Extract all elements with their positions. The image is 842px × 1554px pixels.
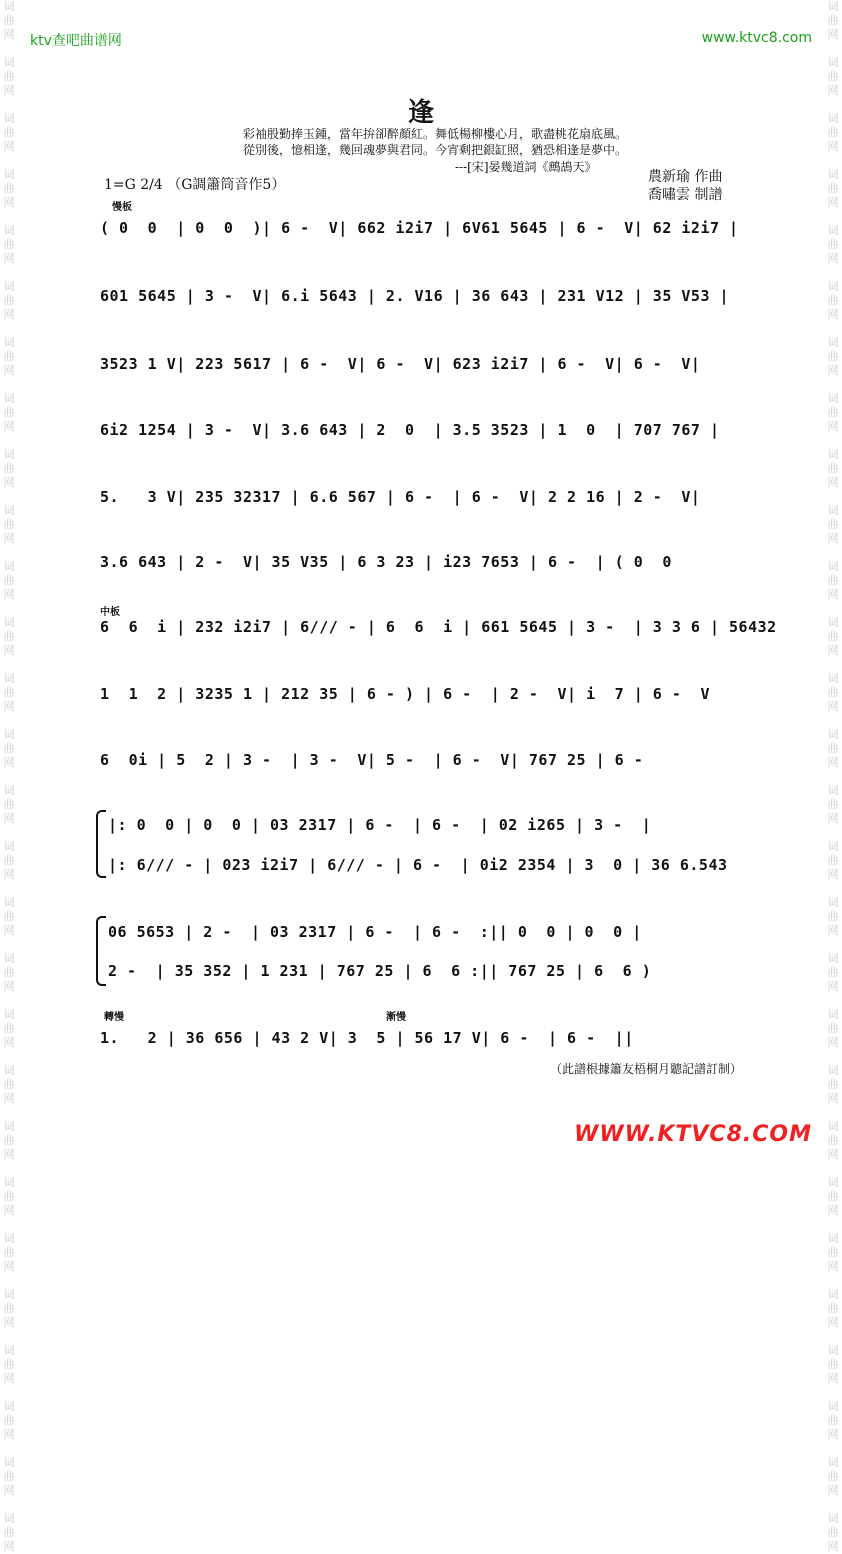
staff-line: 1 1 2 | 3235 1 | 212 35 | 6 - ) | 6 - | 2 - V| i 7 | 6 - V (100, 685, 710, 703)
staff-line: 3.6 643 | 2 - V| 35 V35 | 6 3 23 | i23 7653 | 6 - | ( 0 0 (100, 553, 672, 571)
composer: 農新瑜 作曲 (648, 169, 723, 185)
staff-line: 5. 3 V| 235 32317 | 6.6 567 | 6 - | 6 - V| 2 2 16 | 2 - V| (100, 488, 701, 506)
staff-line: 601 5645 | 3 - V| 6.i 5643 | 2. V16 | 36 643 | 231 V12 | 35 V53 | (100, 287, 730, 305)
staff-line: 6 0i | 5 2 | 3 - | 3 - V| 5 - | 6 - V| 767 25 | 6 - (100, 751, 644, 769)
staff-line: 06 5653 | 2 - | 03 2317 | 6 - | 6 - :|| 0 0 | 0 0 | (108, 923, 642, 941)
staff-line: 1. 2 | 36 656 | 43 2 V| 3 5 | 56 17 V| 6 - | 6 - || (100, 1029, 634, 1047)
system-brace (96, 916, 106, 986)
poem-text (215, 126, 655, 158)
site-url-right[interactable]: www.ktvc8.com (701, 30, 812, 46)
poem-line: 從別後，憶相逢，幾回魂夢與君同。今宵剩把銀缸照，猶恐相逢是夢中。 (242, 143, 627, 157)
side-watermark-left: 词 曲 网 词 曲 网 词 曲 网 词 曲 网 词 曲 网 词 曲 网 词 曲 网 词 曲 网 词 曲 网 词 曲 网 词 曲 网 词 曲 网 词 曲 网 词 曲 网 词 曲 网 词 曲 网 词 曲 网 词 曲 网 词 曲 网 词 曲 网 词 曲 网 词 曲 网 词 曲 网 词 曲 网 词 曲 网 词 曲 网 词 曲 网 词 曲 网 (3, 0, 15, 1553)
tempo-mark: 慢板 (112, 202, 132, 213)
staff-line: 3523 1 V| 223 5617 | 6 - V| 6 - V| 623 i2i7 | 6 - V| 6 - V| (100, 355, 701, 373)
tempo-mark: 轉慢 (104, 1012, 124, 1023)
arranger: 喬嘯雲 制譜 (648, 187, 723, 203)
system-brace (96, 810, 106, 878)
poem-line: 彩袖殷勤捧玉鍾，當年拚卻醉顏紅。舞低楊柳樓心月，歌盡桃花扇底風。 (242, 127, 627, 141)
tempo-mark: 漸慢 (386, 1012, 406, 1023)
site-name-left[interactable]: ktv查吧曲谱网 (30, 33, 122, 49)
key-signature: 1=G 2/4 （G調簫筒音作5） (104, 177, 286, 193)
staff-line: ( 0 0 | 0 0 )| 6 - V| 662 i2i7 | 6V61 5645 | 6 - V| 62 i2i7 | (100, 219, 739, 237)
footer-logo[interactable]: WWW.KTVC8.COM (574, 1122, 812, 1147)
staff-line: 6 6 i | 232 i2i7 | 6/// - | 6 6 i | 661 5645 | 3 - | 3 3 6 | 56432 (100, 618, 777, 636)
song-title: 逢 (407, 98, 434, 128)
staff-line: 2 - | 35 352 | 1 231 | 767 25 | 6 6 :|| 767 25 | 6 6 ) (108, 962, 652, 980)
staff-line: 6i2 1254 | 3 - V| 3.6 643 | 2 0 | 3.5 3523 | 1 0 | 707 767 | (100, 421, 720, 439)
staff-line: |: 0 0 | 0 0 | 03 2317 | 6 - | 6 - | 02 i265 | 3 - | (108, 816, 652, 834)
credits (648, 168, 722, 204)
tempo-mark: 中板 (100, 607, 120, 618)
side-watermark-right: 词 曲 网 词 曲 网 词 曲 网 词 曲 网 词 曲 网 词 曲 网 词 曲 网 词 曲 网 词 曲 网 词 曲 网 词 曲 网 词 曲 网 词 曲 网 词 曲 网 词 曲 网 词 曲 网 词 曲 网 词 曲 网 词 曲 网 词 曲 网 词 曲 网 词 曲 网 词 曲 网 词 曲 网 词 曲 网 词 曲 网 词 曲 网 词 曲 网 (827, 0, 839, 1553)
poem-source: ---[宋]晏幾道詞《鷓鴣天》 (455, 160, 597, 174)
staff-line: |: 6/// - | 023 i2i7 | 6/// - | 6 - | 0i2 2354 | 3 0 | 36 6.543 (108, 856, 728, 874)
transcription-note: （此譜根據簫友梧桐月聽記譜訂制） (549, 1062, 742, 1076)
